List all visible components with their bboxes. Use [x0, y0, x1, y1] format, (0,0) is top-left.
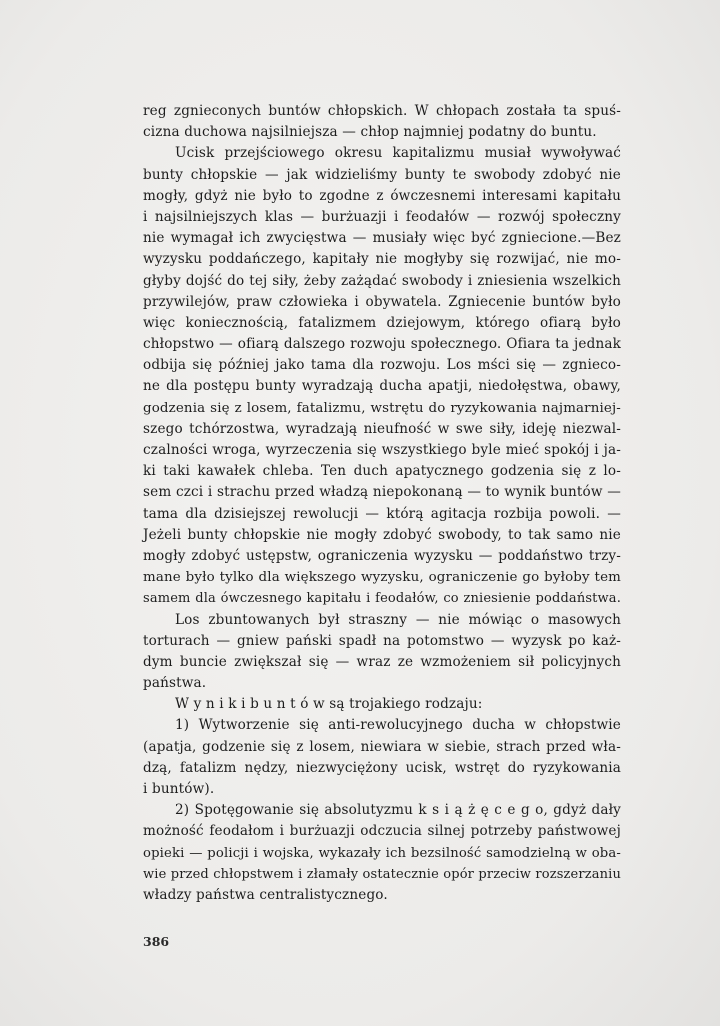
text-line: torturach — gniew pański spadł na potomstwo — wyzysk po każ-: [143, 632, 621, 649]
text-line: cizna duchowa najsilniejsza — chłop najmniej podatny do buntu.: [143, 124, 597, 141]
text-line: 1) Wytworzenie się anti-rewolucyjnego ducha w chłopstwie: [175, 717, 621, 734]
text-line: więc koniecznością, fatalizmem dziejowym, którego ofiarą było: [143, 314, 621, 331]
text-line: odbija się później jako tama dla rozwoju. Los mści się — zgnieco-: [143, 357, 621, 374]
text-line: sem czci i strachu przed władzą niepokonaną — to wynik buntów —: [143, 484, 621, 501]
text-line: nie wymagał ich zwycięstwa — musiały więc być zgniecione.—Bez: [143, 230, 621, 247]
text-line: i buntów).: [143, 781, 215, 797]
text-line: szego tchórzostwa, wyradzają nieufność w swe siły, ideję niezwal-: [143, 420, 621, 437]
text-line: reg zgnieconych buntów chłopskich. W chłopach została ta spuś-: [143, 103, 621, 119]
text-line: Jeżeli bunty chłopskie nie mogły zdobyć swobody, to tak samo nie: [143, 526, 621, 543]
text-line: bunty chłopskie — jak widzieliśmy bunty te swobody zdobyć nie: [143, 166, 621, 183]
text-line: i najsilniejszych klas — burżuazji i feodałów — rozwój społeczny: [143, 208, 621, 225]
text-line: ne dla postępu bunty wyradzają ducha apatji, niedołęstwa, obawy,: [143, 378, 621, 395]
text-line: opieki — policji i wojska, wykazały ich bezsilność samodzielną w oba-: [143, 845, 621, 861]
page-number: 386: [143, 934, 170, 949]
text-line: Los zbuntowanych był straszny — nie mówiąc o masowych: [175, 611, 621, 628]
text-line: wie przed chłopstwem i złamały ostatecznie opór przeciw rozszerzaniu: [143, 866, 621, 882]
text-line: przywilejów, praw człowieka i obywatela. Zgniecenie buntów było: [143, 293, 621, 310]
text-line: czalności wroga, wyrzeczenia się wszystkiego byle mieć spokój i ja-: [143, 442, 621, 458]
text-line: wyzysku poddańczego, kapitały nie mogłyby się rozwijać, nie mo-: [143, 251, 621, 268]
text-line: możność feodałom i burżuazji odczucia silnej potrzeby państwowej: [143, 823, 621, 840]
text-line: W y n i k i b u n t ó w są trojakiego rodzaju:: [175, 696, 483, 713]
text-line: mogły, gdyż nie było to zgodne z ówczesnemi interesami kapitału: [143, 187, 621, 204]
text-line: samem dla ówczesnego kapitału i feodałów, co zniesienie poddaństwa.: [143, 591, 621, 607]
text-line: głyby dojść do tej siły, żeby zażądać swobody i zniesienia wszelkich: [143, 272, 621, 289]
text-line: chłopstwo — ofiarą dalszego rozwoju społecznego. Ofiara ta jednak: [143, 336, 621, 353]
text-line: władzy państwa centralistycznego.: [143, 886, 388, 903]
text-line: 2) Spotęgowanie się absolutyzmu k s i ą ż ę c e g o, gdyż dały: [175, 802, 621, 819]
text-line: dzą, fatalizm nędzy, niezwyciężony ucisk, wstręt do ryzykowania: [143, 759, 621, 776]
text-line: mane było tylko dla większego wyzysku, ograniczenie go byłoby tem: [143, 570, 621, 586]
text-line: godzenia się z losem, fatalizmu, wstrętu do ryzykowania najmarniej-: [143, 400, 621, 416]
text-line: (apatja, godzenie się z losem, niewiara w siebie, strach przed wła-: [143, 738, 621, 755]
text-line: mogły zdobyć ustępstw, ograniczenia wyzysku — poddaństwo trzy-: [143, 547, 621, 564]
text-line: państwa.: [143, 675, 207, 692]
text-line: ki taki kawałek chleba. Ten duch apatycznego godzenia się z lo-: [143, 463, 621, 480]
text-line: Ucisk przejściowego okresu kapitalizmu musiał wywoływać: [175, 145, 621, 162]
text-line: dym buncie zwiększał się — wraz ze wzmożeniem sił policyjnych: [143, 653, 621, 670]
text-line: tama dla dzisiejszej rewolucji — którą agitacja rozbija powoli. —: [143, 505, 621, 522]
body-text: [143, 101, 621, 906]
